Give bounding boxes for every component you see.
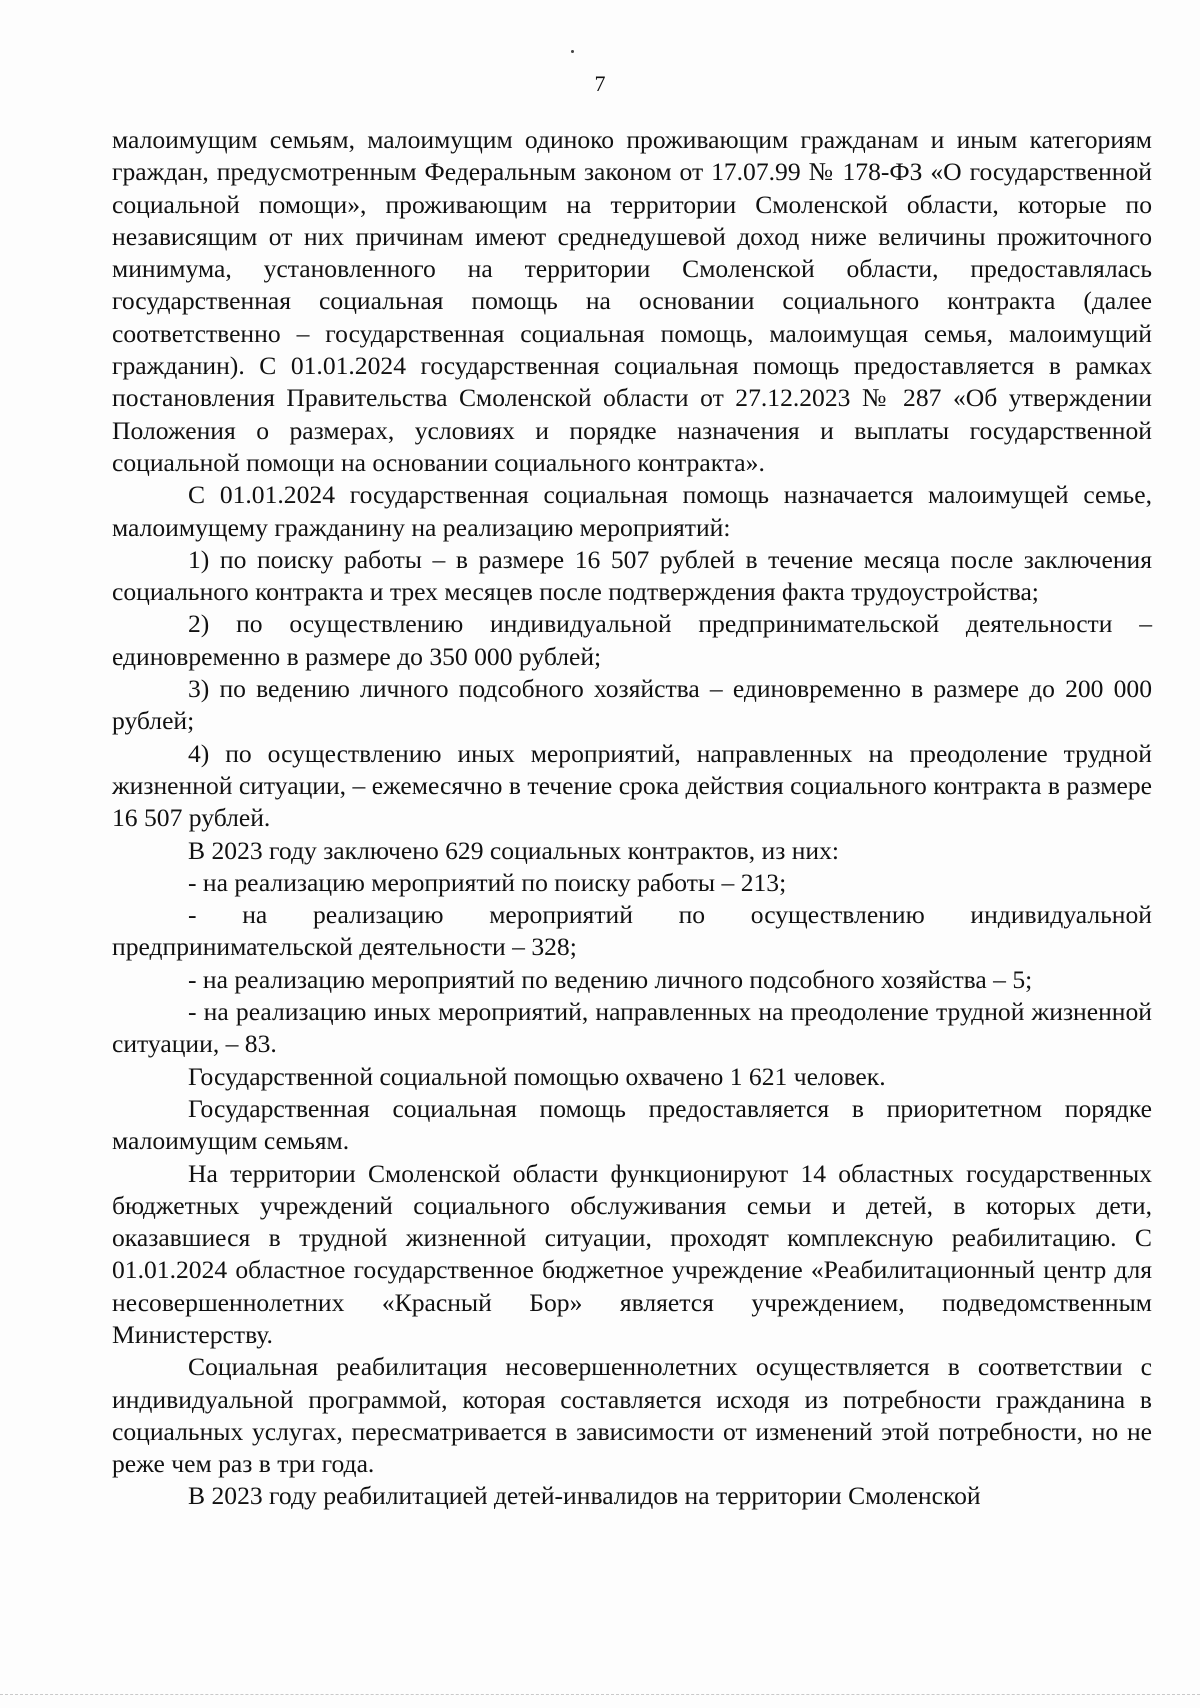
dash-item-subsidiary-farm: - на реализацию мероприятий по ведению личного подсобного хозяйства – 5;: [188, 964, 1033, 994]
scan-speck: [571, 50, 574, 53]
paragraph-coverage: Государственной социальной помощью охвачено 1 621 человек.: [188, 1061, 886, 1091]
list-item-entrepreneurship: 2) по осуществлению индивидуальной предпринимательской деятельности – единовременно в размере до 350 000 рублей;: [112, 609, 1152, 671]
dash-item-entrepreneurship: - на реализацию мероприятий по осуществлению индивидуальной предпринимательской деятельности – 328;: [112, 900, 1152, 962]
paragraph-institutions: На территории Смоленской области функционируют 14 областных государственных бюджетных учреждений социального обслуживания семьи и детей, в которых дети, оказавшиеся в трудной жизненной ситуации, проходят комплексную реабилитацию. С 01.01.2024 областное государственное бюджетное учреждение «Реабилитационный центр для несовершеннолетних «Красный Бор» является учреждением, подведомственным Министерству.: [112, 1158, 1152, 1349]
scan-bottom-edge: [0, 1694, 1200, 1695]
paragraph-continuation: малоимущим семьям, малоимущим одиноко проживающим гражданам и иным категориям граждан, предусмотренным Федеральным законом от 17.07.99 № 178-ФЗ «О государственной социальной помощи», проживающим на территории Смоленской области, которые по независящим от них причинам имеют среднедушевой доход ниже величины прожиточного минимума, установленного на территории Смоленской области, предоставлялась государственная социальная помощь на основании социального контракта (далее соответственно – государственная социальная помощь, малоимущая семья, малоимущий гражданин). С 01.01.2024 государственная социальная помощь предоставляется в рамках постановления Правительства Смоленской области от 27.12.2023 № 287 «Об утверждении Положения о размерах, условиях и порядке назначения и выплаты государственной социальной помощи на основании социального контракта».: [112, 125, 1152, 477]
paragraph-2023-contracts: В 2023 году заключено 629 социальных контрактов, из них:: [188, 835, 840, 865]
list-item-job-search: 1) по поиску работы – в размере 16 507 рублей в течение месяца после заключения социального контракта и трех месяцев после подтверждения факта трудоустройства;: [112, 544, 1152, 607]
list-item-subsidiary-farm: 3) по ведению личного подсобного хозяйства – единовременно в размере до 200 000 рублей;: [112, 674, 1152, 736]
page-number: 7: [594, 71, 606, 96]
paragraph-assignment: С 01.01.2024 государственная социальная помощь назначается малоимущей семье, малоимущему гражданину на реализацию мероприятий:: [112, 480, 1152, 542]
list-item-other-measures: 4) по осуществлению иных мероприятий, направленных на преодоление трудной жизненной ситуации, – ежемесячно в течение срока действия социального контракта в размере 16 507 рублей.: [112, 738, 1152, 833]
dash-item-other-measures: - на реализацию иных мероприятий, направленных на преодоление трудной жизненной ситуации, – 83.: [112, 997, 1152, 1059]
paragraph-priority: Государственная социальная помощь предоставляется в приоритетном порядке малоимущим семьям.: [112, 1093, 1152, 1156]
dash-item-job-search: - на реализацию мероприятий по поиску работы – 213;: [188, 867, 787, 897]
document-body: [112, 124, 1152, 1513]
paragraph-rehabilitation: Социальная реабилитация несовершеннолетних осуществляется в соответствии с индивидуальной программой, которая составляется исходя из потребности гражданина в социальных услугах, пересматривается в зависимости от изменений этой потребности, но не реже чем раз в три года.: [112, 1352, 1152, 1479]
paragraph-2023-children: В 2023 году реабилитацией детей-инвалидов на территории Смоленской: [188, 1481, 981, 1511]
